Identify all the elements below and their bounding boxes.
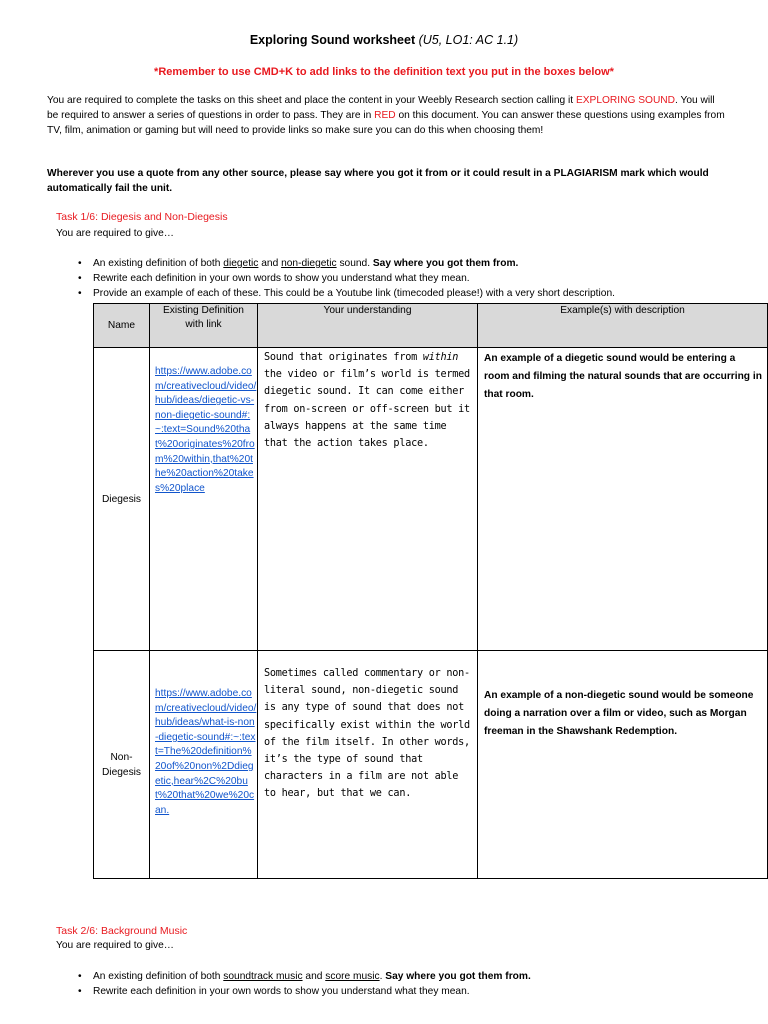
task2-give: You are required to give… (56, 940, 174, 951)
bullet-bold: Say where you got them from. (385, 971, 531, 982)
table-row (94, 348, 768, 651)
non-diegesis-definition-link[interactable]: https://www.adobe.com/creativecloud/video/hub/ideas/what-is-non-diegetic-sound#:~:text=The%20definition%20of%20non%2Ddiegetic,hear%2C%20but%20that%20we%20can. (150, 651, 258, 879)
header-examples: Example(s) with description (478, 304, 768, 348)
bullet-underlined: score music (325, 971, 380, 982)
bullet-text: . (379, 971, 383, 982)
intro-red-word: RED (374, 110, 396, 121)
list-item: • Rewrite each definition in your own words to show you understand what they mean. (74, 984, 734, 999)
title-text: Exploring Sound worksheet (249, 33, 416, 47)
intro-text-3: on this document. You can answer these questions using examples from TV, film, animation or gaming but will need to provide links so make sure you can do this when choosing them! (47, 110, 725, 136)
intro-exploring-sound: EXPLORING SOUND (575, 95, 676, 106)
diegesis-example: An example of a diegetic sound would be entering a room and filming the natural sounds that are occurring in that room. (478, 348, 768, 651)
intro-paragraph (47, 93, 727, 138)
worksheet-title (0, 33, 768, 47)
task1-give: You are required to give… (56, 228, 174, 239)
table-row (94, 651, 768, 879)
bullet-underlined: diegetic (223, 258, 259, 269)
list-item: • Rewrite each definition in your own words to show you understand what they mean. (74, 271, 734, 286)
bullet-text: and (261, 258, 279, 269)
bullet-text: sound. (339, 258, 371, 269)
header-existing-definition: Existing Definition with link (150, 304, 258, 348)
understanding-text: the video or film’s world is termed diegetic sound. It can come either from on-screen or off-screen but it always happens at the same time that the action takes place. (264, 369, 470, 450)
bullet-text: An existing definition of both (93, 971, 221, 982)
intro-text-2: . You will be required to answer a series of questions in order to pass. They are in (47, 95, 715, 121)
non-diegesis-understanding: Sometimes called commentary or non-literal sound, non-diegetic sound is any type of sound that does not specifically exist within the world of the film itself. In other words, it’s the type of sound that characters in a film are not able to hear, but that we can. (258, 651, 478, 879)
bullet-bold: Say where you got them from. (372, 258, 519, 269)
list-item: • Provide an example of each of these. This could be a Youtube link (timecoded please!) with a very short description. (74, 286, 734, 301)
header-your-understanding: Your understanding (258, 304, 478, 348)
task2-bullets (74, 969, 734, 999)
understanding-emphasis: within (422, 352, 459, 363)
row-name-non-diegesis: Non-Diegesis (94, 651, 150, 879)
non-diegesis-example: An example of a non-diegetic sound would be someone doing a narration over a film or video, such as Morgan freeman in the Shawshank Redemption. (478, 651, 768, 879)
bullet-text: An existing definition of both (93, 258, 221, 269)
row-name-diegesis: Diegesis (94, 348, 150, 651)
intro-text-1: You are required to complete the tasks on this sheet and place the content in your Weebly Research section calling it (47, 95, 574, 106)
task1-heading: Task 1/6: Diegesis and Non-Diegesis (56, 211, 228, 223)
definitions-table (93, 303, 768, 879)
bullet-underlined: non-diegetic (281, 258, 337, 269)
diegesis-definition-link[interactable]: https://www.adobe.com/creativecloud/video/hub/ideas/diegetic-vs-non-diegetic-sound#:~:text=Sound%20that%20originates%20from%20within,that%20the%20action%20takes%20place (150, 348, 258, 651)
bullet-underlined: soundtrack music (223, 971, 303, 982)
diegesis-understanding (258, 348, 478, 651)
understanding-text: Sound that originates from (264, 352, 423, 363)
task1-bullets (74, 256, 734, 301)
header-name: Name (94, 304, 150, 348)
list-item (74, 969, 734, 984)
task2-heading: Task 2/6: Background Music (56, 925, 188, 937)
list-item (74, 256, 734, 271)
plagiarism-warning: Wherever you use a quote from any other source, please say where you got it from or it could result in a PLAGIARISM mark which would automatically fail the unit. (47, 168, 709, 194)
bullet-text: and (305, 971, 323, 982)
title-unit-code: (U5, LO1: AC 1.1) (418, 33, 519, 47)
remember-note: *Remember to use CMD+K to add links to the definition text you put in the boxes below* (154, 66, 614, 78)
table-header-row (94, 304, 768, 348)
